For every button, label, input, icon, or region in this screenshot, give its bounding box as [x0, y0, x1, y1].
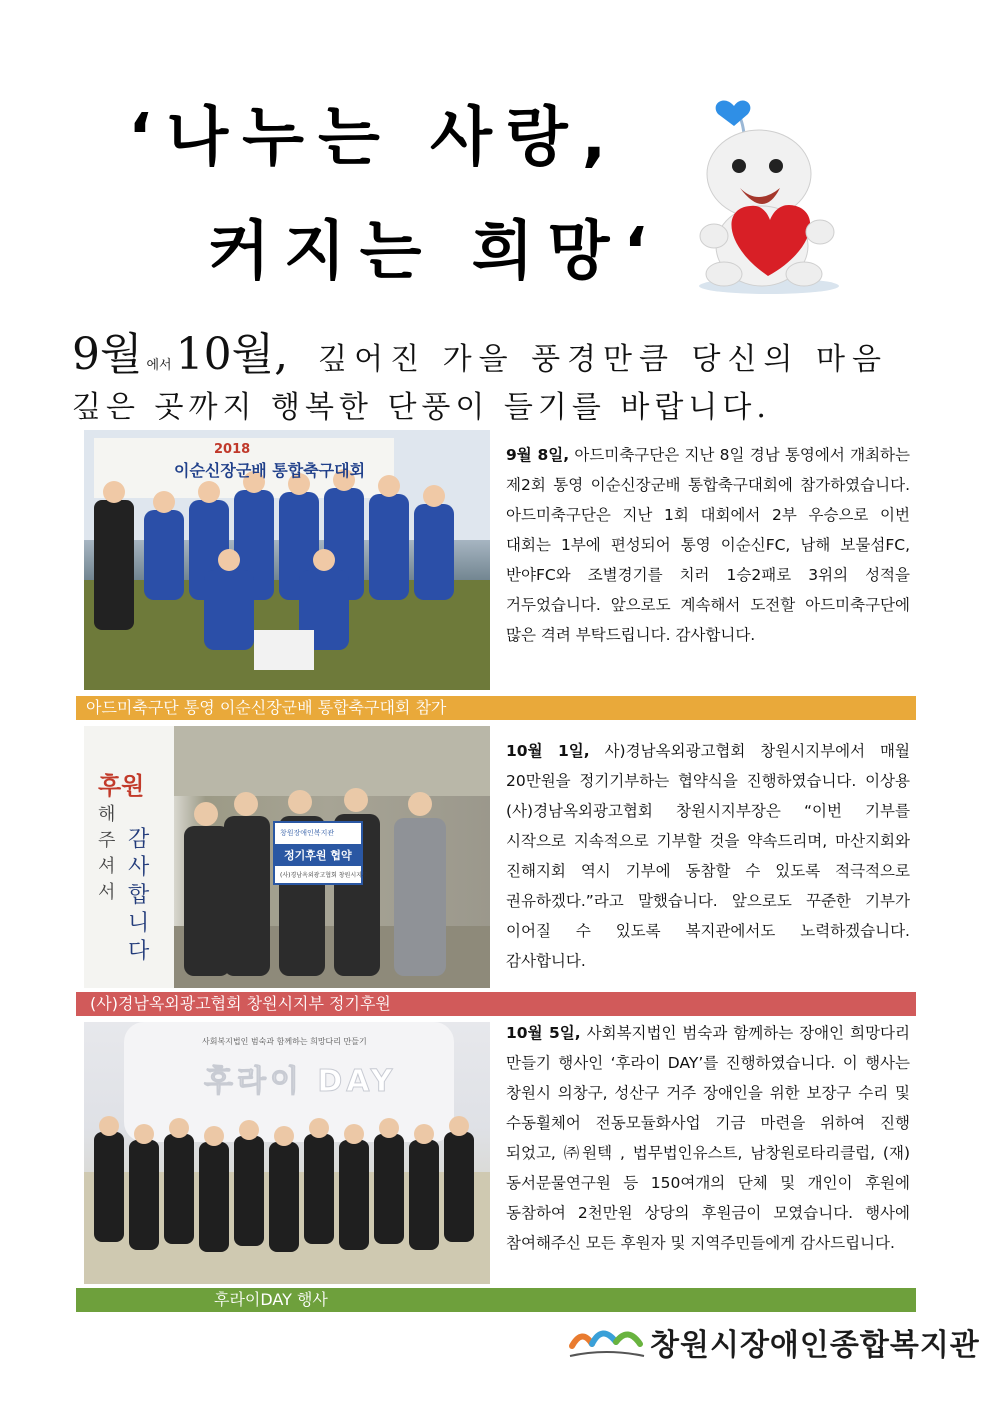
- event-banner-top: 사회복지법인 범숙과 함께하는 희망다리 만들기: [202, 1037, 367, 1046]
- event-banner-big: 후라이 DAY: [204, 1064, 397, 1099]
- donation-agreement-photo: [84, 726, 490, 988]
- section-text-2: 사)경남옥외광고협회 창원시지부에서 매월 20만원을 정기기부하는 협약식을 진행하였습니다. 이상용 (사)경남옥외광고협회 창원시지부장은 “이번 기부를 시작으로 지속적으로 기부할 것을 약속드리며, 마산지회와 진해지회 역시 기부에 동참할 수 있도록 적극적으로 권유하겠다.”라고 말했습니다. 앞으로도 꾸준한 기부가 이어질 수 있도록 복지관에서도 노력하겠습니다. 감사합니다.: [506, 742, 910, 970]
- section-paragraph-1: [506, 440, 910, 650]
- mascot-heart-illustration: [684, 96, 854, 296]
- banner-left-1: 후원: [98, 772, 145, 800]
- subtitle-line-2: 깊은 곳까지 행복한 단풍이 들기를 바랍니다.: [72, 390, 771, 425]
- section-date-1: 9월 8일,: [506, 446, 570, 464]
- sign-line-3: (사)경남옥외광고협회 창원시지부: [280, 872, 368, 879]
- banner-left-3: 감사합니다: [128, 827, 150, 964]
- subtitle-line-1: [72, 318, 888, 382]
- org-name: 창원시장애인종합복지관: [650, 1328, 980, 1363]
- subtitle-month-from: 9월: [72, 329, 143, 380]
- title-line-2: 커지는 희망‘: [208, 215, 662, 289]
- banner-left-2: 해 주셔서: [98, 804, 116, 903]
- subtitle-connector: 에서: [146, 358, 172, 373]
- soccer-team-photo: [84, 430, 490, 690]
- section-paragraph-2: [506, 736, 910, 976]
- section-text-1: 아드미축구단은 지난 8일 경남 통영에서 개최하는 제2회 통영 이순신장군배 통합축구대회에 참가하였습니다. 아드미축구단은 지난 1회 대회에서 2부 우승으로 이번 대회는 1부에 편성되어 통영 이순신FC, 남해 보물섬FC, 반야FC와 조별경기를 치러 1승2패로 3위의 성적을 거두었습니다. 앞으로도 계속해서 도전할 아드미축구단에 많은 격려 부탁드립니다. 감사합니다.: [506, 446, 910, 644]
- caption-fry-day: 후라이DAY 행사: [76, 1288, 916, 1312]
- sign-line-2: 정기후원 협약: [284, 849, 352, 862]
- section-paragraph-3: [506, 1018, 910, 1258]
- subtitle-month-to: 10월,: [175, 329, 289, 380]
- banner-year: 2018: [214, 442, 251, 457]
- title-line-1: ‘나누는 사랑,: [128, 101, 621, 175]
- caption-soccer: 아드미축구단 통영 이순신장군배 통합축구대회 참가: [76, 696, 916, 720]
- subtitle-rest: 깊어진 가을 풍경만큼 당신의 마음: [318, 342, 888, 377]
- section-date-2: 10월 1일,: [506, 742, 590, 760]
- caption-donation: (사)경남옥외광고협회 창원시지부 정기후원: [76, 992, 916, 1016]
- banner-title: 이순신장군배 통합축구대회: [174, 461, 366, 480]
- sign-line-1: 창원장애인복지관: [280, 829, 335, 837]
- fry-day-event-photo: [84, 1022, 490, 1284]
- section-date-3: 10월 5일,: [506, 1024, 581, 1042]
- section-text-3: 사회복지법인 범숙과 함께하는 장애인 희망다리 만들기 행사인 ‘후라이 DAY’를 진행하였습니다. 이 행사는 창원시 의창구, 성산구 거주 장애인을 위한 보장구 수리 및 수동휠체어 전동모듈화사업 기금 마련을 위하여 진행 되었고, ㈜원텍 , 법무법인유스트, 남창원로타리클럽, (재)동서문물연구원 등 150여개의 단체 및 개인이 후원에 동참하여 2천만원 상당의 후원금이 모였습니다. 행사에 참여해주신 모든 후원자 및 지역주민들에게 감사드립니다.: [506, 1024, 910, 1252]
